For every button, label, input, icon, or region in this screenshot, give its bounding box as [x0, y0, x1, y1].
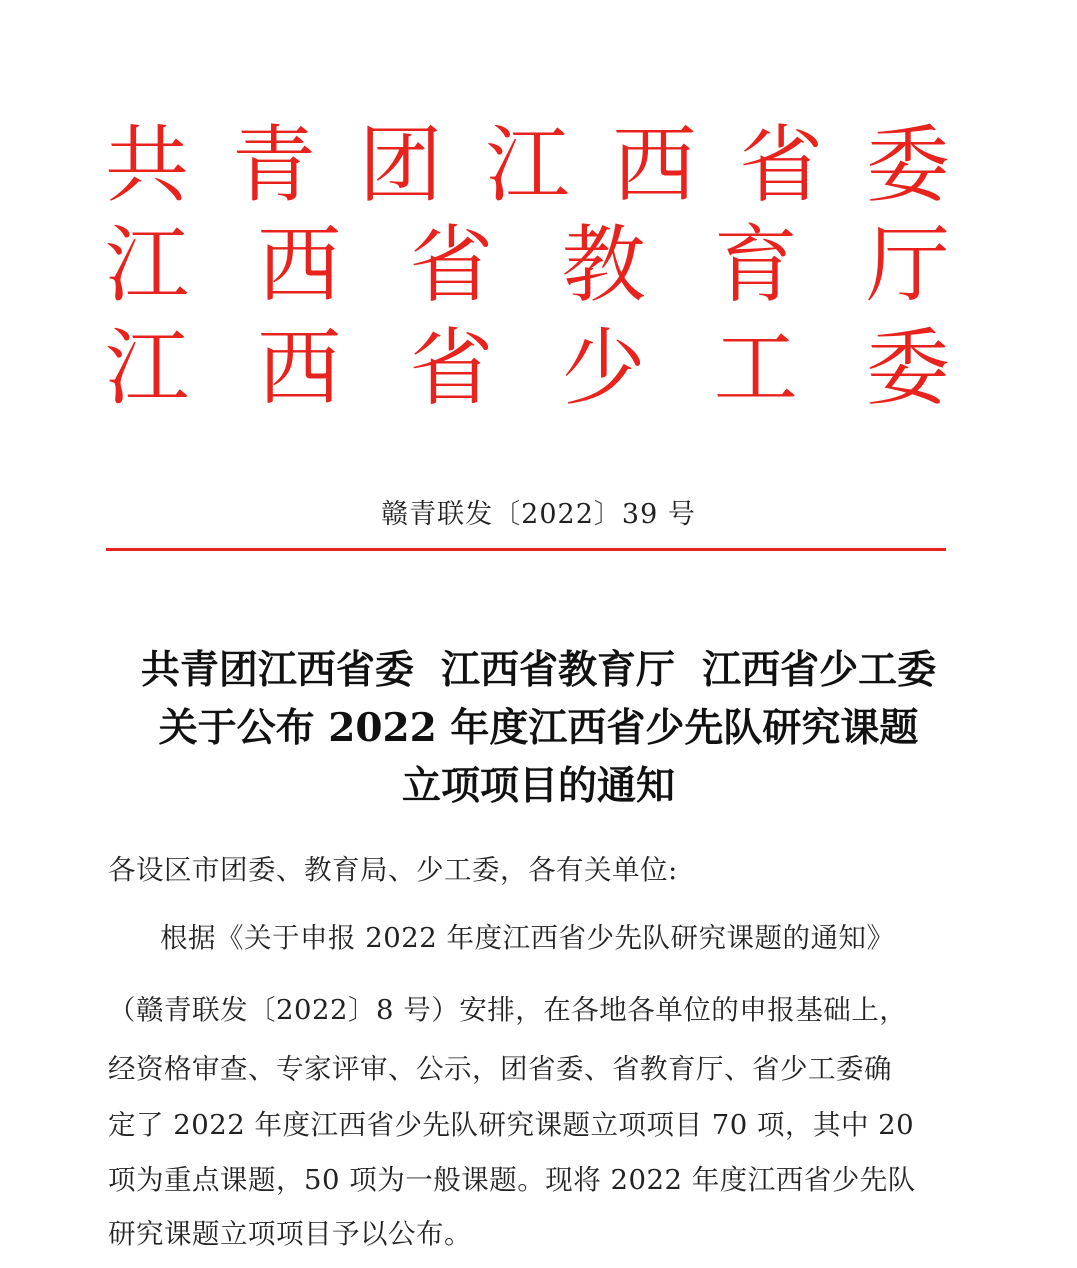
header-issuer-2 — [105, 215, 950, 315]
header-issuer-3 — [105, 318, 950, 418]
header-char: 青 — [231, 116, 316, 214]
header-char: 团 — [358, 116, 443, 214]
header-char: 西 — [257, 216, 342, 314]
header-char: 委 — [865, 116, 950, 214]
notice-title-line-2: 关于公布 2022 年度江西省少先队研究课题 — [158, 705, 919, 751]
header-issuer-1 — [105, 115, 950, 215]
header-char: 西 — [257, 319, 342, 417]
header-char: 省 — [409, 319, 494, 417]
header-char: 西 — [612, 116, 697, 214]
header-char: 厅 — [865, 216, 950, 314]
header-char: 江 — [105, 319, 190, 417]
body-line: 项为重点课题，50 项为一般课题。现将 2022 年度江西省少先队 — [108, 1164, 916, 1196]
body-line: 经资格审查、专家评审、公示，团省委、省教育厅、省少工委确 — [108, 1053, 892, 1085]
header-char: 江 — [485, 116, 570, 214]
header-char: 江 — [105, 216, 190, 314]
notice-title-line-1: 共青团江西省委 江西省教育厅 江西省少工委 — [140, 647, 937, 693]
header-char: 教 — [561, 216, 646, 314]
body-line: （赣青联发〔2022〕8 号）安排，在各地各单位的申报基础上， — [108, 994, 908, 1026]
body-line: 定了 2022 年度江西省少先队研究课题立项项目 70 项，其中 20 — [108, 1109, 915, 1141]
header-char: 工 — [713, 319, 798, 417]
header-char: 省 — [409, 216, 494, 314]
salutation: 各设区市团委、教育局、少工委，各有关单位: — [108, 854, 678, 886]
document-number: 赣青联发〔2022〕39 号 — [381, 499, 696, 530]
red-divider — [106, 548, 946, 551]
body-line: 根据《关于申报 2022 年度江西省少先队研究课题的通知》 — [160, 922, 895, 954]
header-char: 委 — [865, 319, 950, 417]
header-char: 少 — [561, 319, 646, 417]
header-char: 共 — [105, 116, 190, 214]
header-char: 省 — [739, 116, 824, 214]
body-line: 研究课题立项项目予以公布。 — [108, 1218, 472, 1250]
notice-title-line-3: 立项项目的通知 — [401, 763, 675, 809]
header-char: 育 — [713, 216, 798, 314]
